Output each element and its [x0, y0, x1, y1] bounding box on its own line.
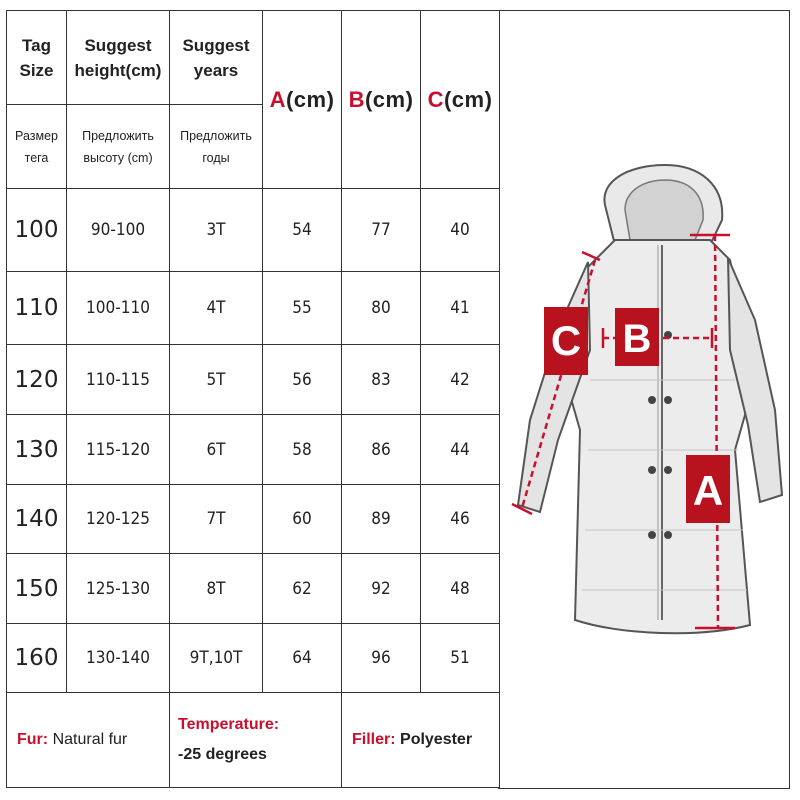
tag-size-header: Tag Size: [7, 11, 67, 105]
label-b-badge: [615, 308, 659, 366]
a-cell: 60: [263, 485, 342, 554]
b-cell: 77: [342, 189, 421, 272]
years-cell: 7T: [170, 485, 263, 554]
size-chart-table: [6, 10, 500, 788]
suggest-height-header: Suggest height(cm): [67, 11, 170, 105]
height-cell: 100-110: [67, 272, 170, 345]
b-cm-header: B(cm): [342, 11, 421, 189]
table-row: [7, 189, 500, 272]
tag-size-header-ru: Размер тега: [7, 105, 67, 189]
c-cell: 41: [421, 272, 500, 345]
height-cell: 125-130: [67, 554, 170, 624]
c-cm-header: C(cm): [421, 11, 500, 189]
footer-row: [7, 693, 500, 788]
b-cell: 89: [342, 485, 421, 554]
table-row: [7, 345, 500, 415]
b-cell: 96: [342, 624, 421, 693]
height-cell: 120-125: [67, 485, 170, 554]
temperature-info: Temperature: -25 degrees: [170, 693, 342, 788]
table-row: [7, 415, 500, 485]
coat-diagram: [500, 150, 800, 650]
label-a-badge: [686, 455, 730, 523]
suggest-years-header: Suggest years: [170, 11, 263, 105]
b-cell: 86: [342, 415, 421, 485]
label-c-badge: [544, 307, 588, 375]
tag-size-cell: 150: [7, 554, 67, 624]
fur-info: Fur: Natural fur: [7, 693, 170, 788]
label-c: C: [550, 317, 582, 364]
table-row: [7, 624, 500, 693]
years-cell: 8T: [170, 554, 263, 624]
height-cell: 110-115: [67, 345, 170, 415]
suggest-years-header-ru: Предложить годы: [170, 105, 263, 189]
tag-size-cell: 120: [7, 345, 67, 415]
a-cm-header: A(cm): [263, 11, 342, 189]
header-row-en: [7, 11, 500, 105]
height-cell: 90-100: [67, 189, 170, 272]
years-cell: 9T,10T: [170, 624, 263, 693]
b-cell: 92: [342, 554, 421, 624]
table-row: [7, 485, 500, 554]
a-cell: 56: [263, 345, 342, 415]
tag-size-cell: 140: [7, 485, 67, 554]
coat-icon: [518, 165, 782, 633]
years-cell: 4T: [170, 272, 263, 345]
height-cell: 130-140: [67, 624, 170, 693]
b-cell: 83: [342, 345, 421, 415]
a-cell: 58: [263, 415, 342, 485]
filler-info: Filler: Polyester: [342, 693, 500, 788]
a-cell: 64: [263, 624, 342, 693]
c-cell: 42: [421, 345, 500, 415]
c-cell: 51: [421, 624, 500, 693]
height-cell: 115-120: [67, 415, 170, 485]
suggest-height-header-ru: Предложить высоту (cm): [67, 105, 170, 189]
tag-size-cell: 160: [7, 624, 67, 693]
c-cell: 48: [421, 554, 500, 624]
b-cell: 80: [342, 272, 421, 345]
c-cell: 44: [421, 415, 500, 485]
table-row: [7, 272, 500, 345]
years-cell: 5T: [170, 345, 263, 415]
label-b: B: [622, 317, 652, 361]
years-cell: 3T: [170, 189, 263, 272]
c-cell: 40: [421, 189, 500, 272]
c-cell: 46: [421, 485, 500, 554]
a-cell: 62: [263, 554, 342, 624]
tag-size-cell: 130: [7, 415, 67, 485]
years-cell: 6T: [170, 415, 263, 485]
a-cell: 55: [263, 272, 342, 345]
label-a: A: [692, 467, 724, 514]
a-cell: 54: [263, 189, 342, 272]
tag-size-cell: 100: [7, 189, 67, 272]
tag-size-cell: 110: [7, 272, 67, 345]
table-row: [7, 554, 500, 624]
